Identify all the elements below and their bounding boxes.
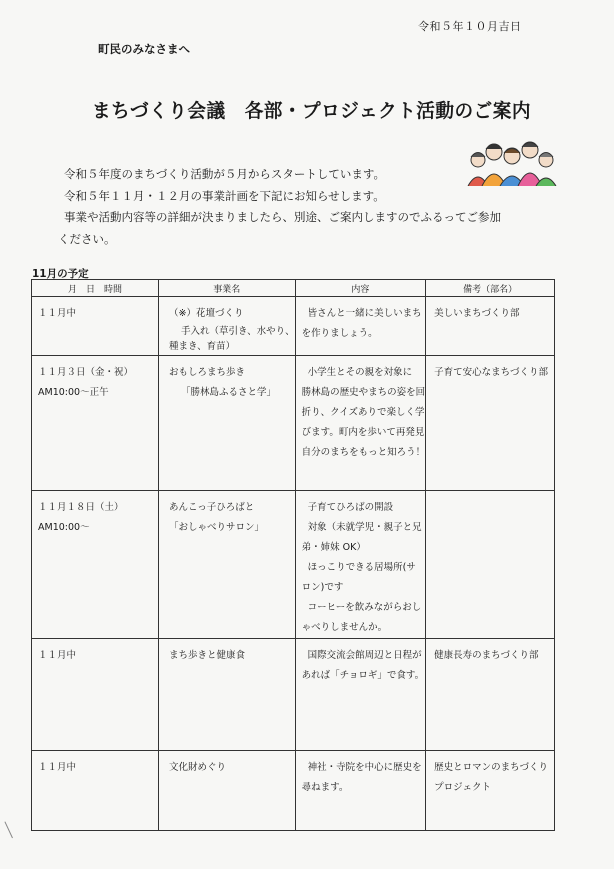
table-row (32, 491, 555, 639)
scan-mark (4, 820, 16, 838)
cell-text: びます。町内を歩いて再発見 (301, 427, 425, 438)
cell-text: ほっこりできる居場所(サ (307, 562, 416, 573)
cell-text: 弟・姉妹 OK） (301, 542, 366, 553)
cell-note (426, 297, 555, 356)
cell-event (159, 491, 296, 639)
cell-text: 健康長寿のまちづくり部 (434, 650, 539, 661)
cell-event (159, 639, 296, 751)
cell-date (32, 491, 159, 639)
cell-text: 子育て安心なまちづくり部 (434, 367, 549, 378)
cell-text: まち歩きと健康食 (169, 650, 246, 661)
intro-line: 令和５年度のまちづくり活動が５月からスタートしています。 (64, 167, 385, 181)
cell-text: 手入れ（草引き、水やり、 (181, 326, 295, 337)
header-note: 備考（部名） (426, 280, 555, 297)
cell-text: （※）花壇づくり (169, 308, 244, 319)
table-header-row (32, 280, 555, 297)
cell-text: 皆さんと一緒に美しいまち (307, 308, 422, 319)
cell-text: １１月中 (38, 308, 77, 319)
intro-text (60, 164, 560, 250)
cell-text: １１月３日（金・祝） (38, 367, 134, 378)
cell-date (32, 751, 159, 831)
cell-text: 対象（未就学児・親子と兄 (307, 522, 422, 533)
cell-text: AM10:00～正午 (38, 387, 109, 398)
cell-event (159, 356, 296, 491)
cell-text: プロジェクト (434, 782, 491, 793)
cell-content (295, 491, 426, 639)
cell-note (426, 356, 555, 491)
intro-line: 事業や活動内容等の詳細が決まりましたら、別途、ご案内しますのでふるってご参加 (64, 210, 501, 224)
schedule-table (31, 279, 555, 831)
table-row (32, 639, 555, 751)
cell-text: 歴史とロマンのまちづくり (434, 762, 549, 773)
cell-text: 「勝林島ふるさと学」 (181, 387, 277, 398)
header-event: 事業名 (159, 280, 296, 297)
cell-event (159, 297, 296, 356)
table-row (32, 297, 555, 356)
header-content: 内容 (295, 280, 426, 297)
cell-content (295, 356, 426, 491)
cell-text: あれば「チョロギ」で食す。 (301, 670, 425, 681)
section-label-november: 11月の予定 (32, 268, 89, 280)
cell-date (32, 297, 159, 356)
cell-text: 神社・寺院を中心に歴史を (307, 762, 422, 773)
cell-text: 勝林島の歴史やまちの姿を回 (301, 387, 426, 398)
cell-note (426, 751, 555, 831)
cell-text: 自分のまちをもっと知ろう！ (301, 447, 426, 458)
cell-text: 「おしゃべりサロン」 (169, 522, 265, 533)
table-row (32, 356, 555, 491)
issue-date: 令和５年１０月吉日 (418, 20, 522, 33)
cell-date (32, 356, 159, 491)
cell-text: 美しいまちづくり部 (434, 308, 520, 319)
cell-text: 文化財めぐり (169, 762, 227, 773)
cell-content (295, 297, 426, 356)
intro-line: ください。 (58, 231, 116, 246)
cell-note (426, 639, 555, 751)
cell-text: １１月中 (38, 762, 77, 773)
page-title: まちづくり会議 各部・プロジェクト活動のご案内 (92, 100, 531, 122)
cell-text: コーヒーを飲みながらおし (307, 602, 422, 613)
cell-text: 子育てひろばの開設 (307, 502, 394, 513)
cell-text: を作りましょう。 (301, 328, 378, 339)
addressee: 町民のみなさまへ (98, 42, 190, 56)
cell-text: 尋ねます。 (301, 782, 349, 793)
table-row (32, 751, 555, 831)
cell-text: 種まき、育苗） (169, 341, 236, 352)
cell-text: あんこっ子ひろばと (169, 502, 255, 513)
header-date: 月 日 時間 (32, 280, 159, 297)
cell-content (295, 751, 426, 831)
cell-event (159, 751, 296, 831)
cell-text: AM10:00～ (38, 522, 90, 533)
cell-text: おもしろまち歩き (169, 367, 246, 378)
cell-text: 折り、クイズありで楽しく学 (301, 407, 425, 418)
cell-note (426, 491, 555, 639)
cell-text: １１月１８日（土） (38, 502, 124, 513)
cell-text: １１月中 (38, 650, 77, 661)
cell-text: ゃべりしませんか。 (301, 622, 388, 633)
cell-text: 小学生とその親を対象に (307, 367, 413, 378)
intro-line: 令和５年１１月・１２月の事業計画を下記にお知らせします。 (64, 188, 385, 203)
cell-text: 国際交流会館周辺と日程が (307, 650, 422, 661)
cell-date (32, 639, 159, 751)
cell-content (295, 639, 426, 751)
cell-text: ロン)です (301, 582, 344, 593)
